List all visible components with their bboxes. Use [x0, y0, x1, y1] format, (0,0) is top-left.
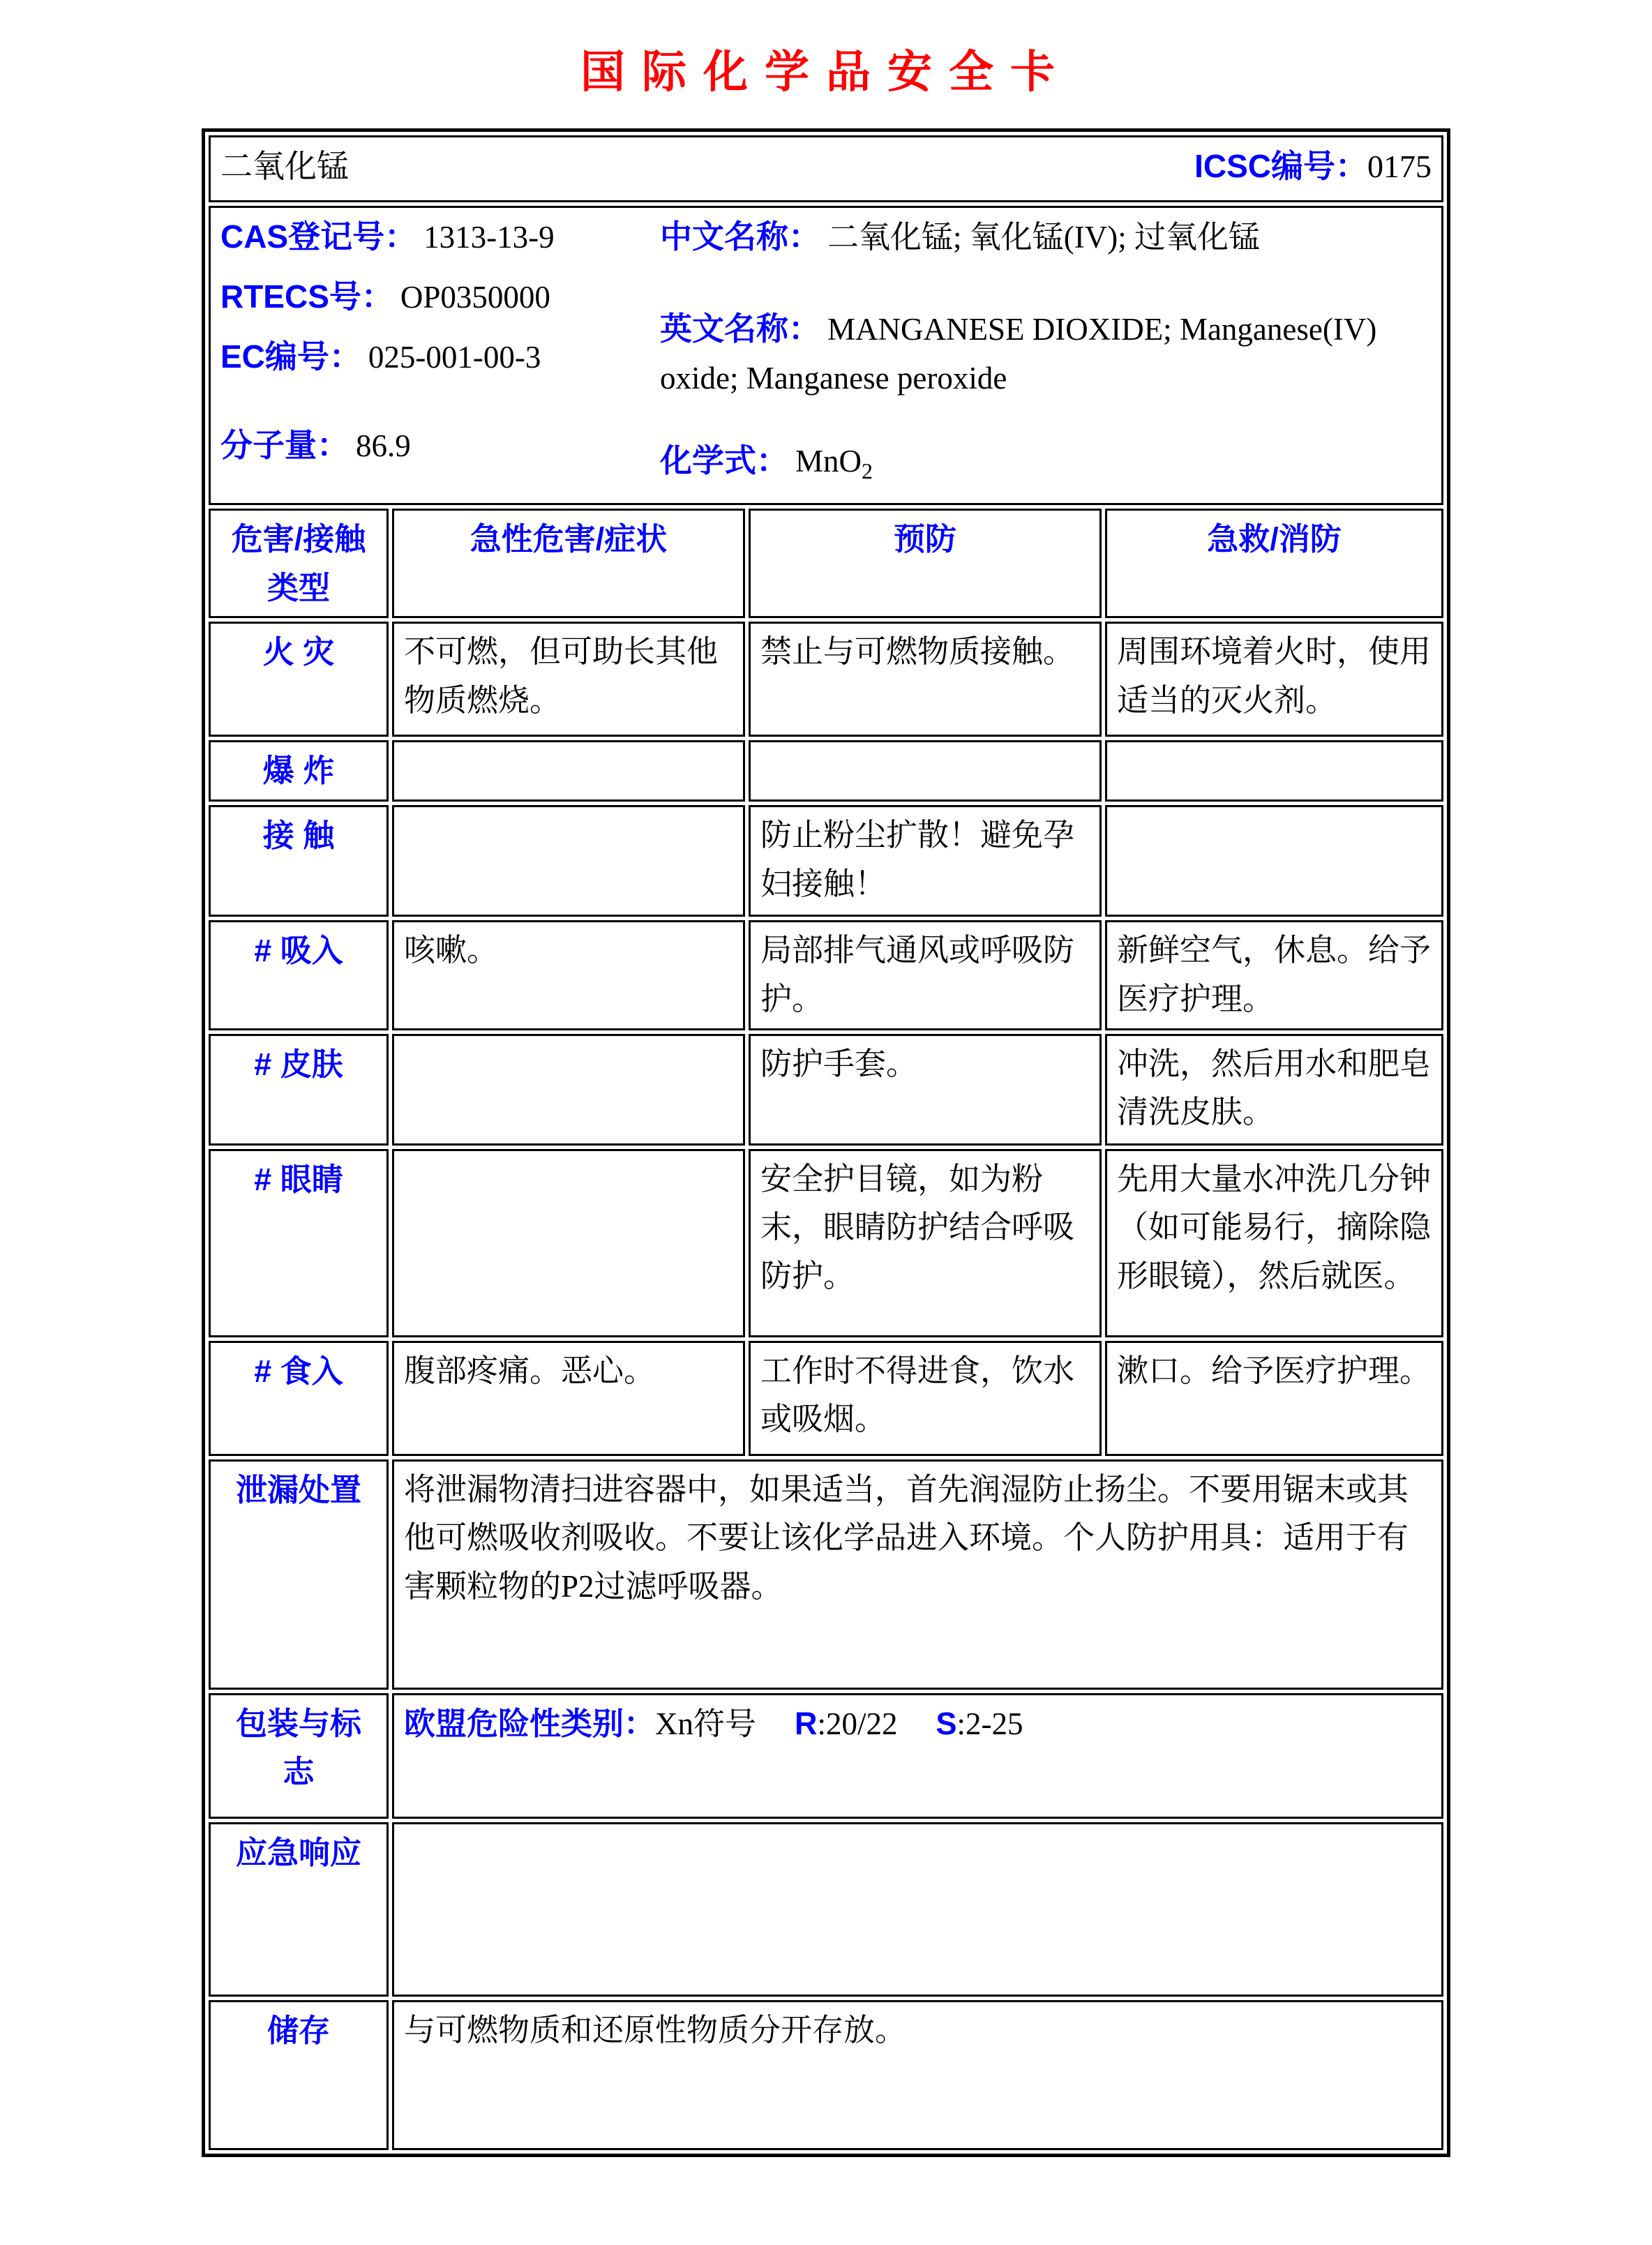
icsc-number-group: [1194, 142, 1432, 191]
hazard-row-fire: [209, 622, 1443, 737]
identifiers-right-column: [653, 212, 1432, 499]
s-phrase-value: :2-25: [956, 1706, 1023, 1741]
chinese-name-line: [660, 212, 1432, 262]
row-label-spill-disposal: 泄漏处置: [209, 1459, 389, 1690]
cas-number-line: [220, 212, 653, 262]
storage-content-cell: 与可燃物质和还原性物质分开存放。: [392, 2000, 1443, 2150]
row-label-ingestion: # 食入: [209, 1341, 389, 1456]
eyes-prevention-cell: 安全护目镜，如为粉末，眼睛防护结合呼吸防护。: [749, 1149, 1102, 1337]
r-phrase-value: :20/22: [817, 1706, 898, 1741]
rtecs-number-line: [220, 272, 653, 322]
hazard-row-exposure: [209, 805, 1443, 917]
chemical-formula-label: 化学式：: [659, 442, 788, 479]
exposure-first-aid-cell: [1105, 805, 1443, 917]
page-title: 国际化学品安全卡: [580, 47, 1072, 97]
formula-subscript: 2: [862, 458, 873, 484]
fire-prevention-cell: 禁止与可燃物质接触。: [749, 622, 1102, 737]
fire-symptoms-cell: 不可燃，但可助长其他物质燃烧。: [392, 622, 745, 737]
s-phrase-label: S: [936, 1705, 957, 1741]
ec-number-line: [220, 332, 653, 382]
hazard-row-explosion: [209, 740, 1443, 802]
english-name-line: [660, 304, 1432, 403]
header-acute-symptoms: 急性危害/症状: [392, 509, 745, 619]
row-label-exposure: 接 触: [209, 805, 389, 917]
row-label-skin: # 皮肤: [209, 1034, 389, 1146]
ingestion-prevention-cell: 工作时不得进食，饮水或吸烟。: [749, 1341, 1102, 1456]
molecular-weight-label: 分子量：: [220, 427, 349, 464]
hazard-header-row: [209, 509, 1443, 619]
xn-symbol-text: Xn符号: [655, 1706, 756, 1741]
header-prevention: 预防: [749, 509, 1102, 619]
inhalation-symptoms-cell: 咳嗽。: [392, 920, 745, 1030]
explosion-prevention-cell: [749, 740, 1102, 802]
card-header-row: [209, 135, 1443, 202]
exposure-symptoms-cell: [392, 805, 745, 917]
rtecs-label: RTECS号：: [220, 278, 393, 315]
chinese-name-value: 二氧化锰; 氧化锰(IV); 过氧化锰: [827, 220, 1260, 255]
row-label-fire: 火 灾: [209, 622, 389, 737]
explosion-first-aid-cell: [1105, 740, 1443, 802]
hazard-row-eyes: [209, 1149, 1443, 1337]
skin-first-aid-cell: 冲洗，然后用水和肥皂清洗皮肤。: [1105, 1034, 1443, 1146]
identifiers-cell: [209, 206, 1443, 505]
ec-value: 025-001-00-3: [368, 339, 541, 375]
header-hazard-type: [209, 509, 389, 619]
inhalation-prevention-cell: 局部排气通风或呼吸防护。: [749, 920, 1102, 1030]
ec-label: EC编号：: [220, 338, 361, 375]
section-row-storage: [209, 2000, 1443, 2150]
row-label-emergency-response: 应急响应: [209, 1822, 389, 1997]
packaging-content-cell: [392, 1693, 1443, 1819]
header-hazard-type-line1: 危害/接触: [231, 520, 366, 557]
section-row-spill-disposal: [209, 1459, 1443, 1690]
ingestion-symptoms-cell: 腹部疼痛。恶心。: [392, 1341, 745, 1456]
eyes-first-aid-cell: 先用大量水冲洗几分钟（如可能易行，摘除隐形眼镜），然后就医。: [1105, 1149, 1443, 1337]
rtecs-value: OP0350000: [400, 279, 550, 315]
row-label-storage: 储存: [209, 2000, 389, 2150]
icsc-card-table: [202, 128, 1450, 2157]
identifiers-left-column: [220, 212, 653, 499]
icsc-label: ICSC编号：: [1194, 148, 1368, 184]
cas-label: CAS登记号：: [220, 218, 417, 255]
row-label-eyes: # 眼睛: [209, 1149, 389, 1337]
header-first-aid: 急救/消防: [1105, 509, 1443, 619]
exposure-prevention-cell: 防止粉尘扩散！避免孕妇接触！: [749, 805, 1102, 917]
english-name-value: MANGANESE DIOXIDE; Manganese(IV) oxide; Manganese peroxide: [659, 311, 1377, 396]
icsc-number: 0175: [1367, 149, 1432, 184]
row-label-inhalation: # 吸入: [209, 920, 389, 1030]
eu-hazard-class-label: 欧盟危险性类别：: [403, 1705, 655, 1741]
r-phrase-label: R: [795, 1705, 818, 1741]
card-header-cell: [209, 135, 1443, 202]
hazard-row-skin: [209, 1034, 1443, 1146]
inhalation-first-aid-cell: 新鲜空气，休息。给予医疗护理。: [1105, 920, 1443, 1030]
explosion-symptoms-cell: [392, 740, 745, 802]
row-label-packaging: 包装与标志: [209, 1693, 389, 1819]
chemical-formula-value: [795, 444, 873, 484]
header-hazard-type-line2: 类型: [266, 569, 330, 606]
emergency-response-content-cell: [392, 1822, 1443, 1997]
section-row-packaging: [209, 1693, 1443, 1819]
chemical-name: 二氧化锰: [220, 149, 349, 184]
molecular-weight-value: 86.9: [355, 428, 411, 464]
cas-value: 1313-13-9: [423, 220, 555, 255]
spill-disposal-content-cell: 将泄漏物清扫进容器中，如果适当，首先润湿防止扬尘。不要用锯末或其他可燃吸收剂吸收。不要让该化学品进入环境。个人防护用具：适用于有害颗粒物的P2过滤呼吸器。: [392, 1459, 1443, 1690]
molecular-weight-line: [220, 421, 653, 471]
hazard-row-ingestion: [209, 1341, 1443, 1456]
english-name-label: 英文名称：: [659, 310, 820, 347]
fire-first-aid-cell: 周围环境着火时，使用适当的灭火剂。: [1105, 622, 1443, 737]
ingestion-first-aid-cell: 漱口。给予医疗护理。: [1105, 1341, 1443, 1456]
section-row-emergency-response: [209, 1822, 1443, 1997]
identifiers-row: [209, 206, 1443, 505]
row-label-explosion: 爆 炸: [209, 740, 389, 802]
eyes-symptoms-cell: [392, 1149, 745, 1337]
chemical-formula-line: [660, 436, 1432, 489]
skin-prevention-cell: 防护手套。: [749, 1034, 1102, 1146]
skin-symptoms-cell: [392, 1034, 745, 1146]
eu-hazard-class-line: [404, 1699, 1432, 1749]
chinese-name-label: 中文名称：: [659, 218, 820, 255]
hazard-row-inhalation: [209, 920, 1443, 1030]
formula-base: MnO: [795, 444, 862, 479]
